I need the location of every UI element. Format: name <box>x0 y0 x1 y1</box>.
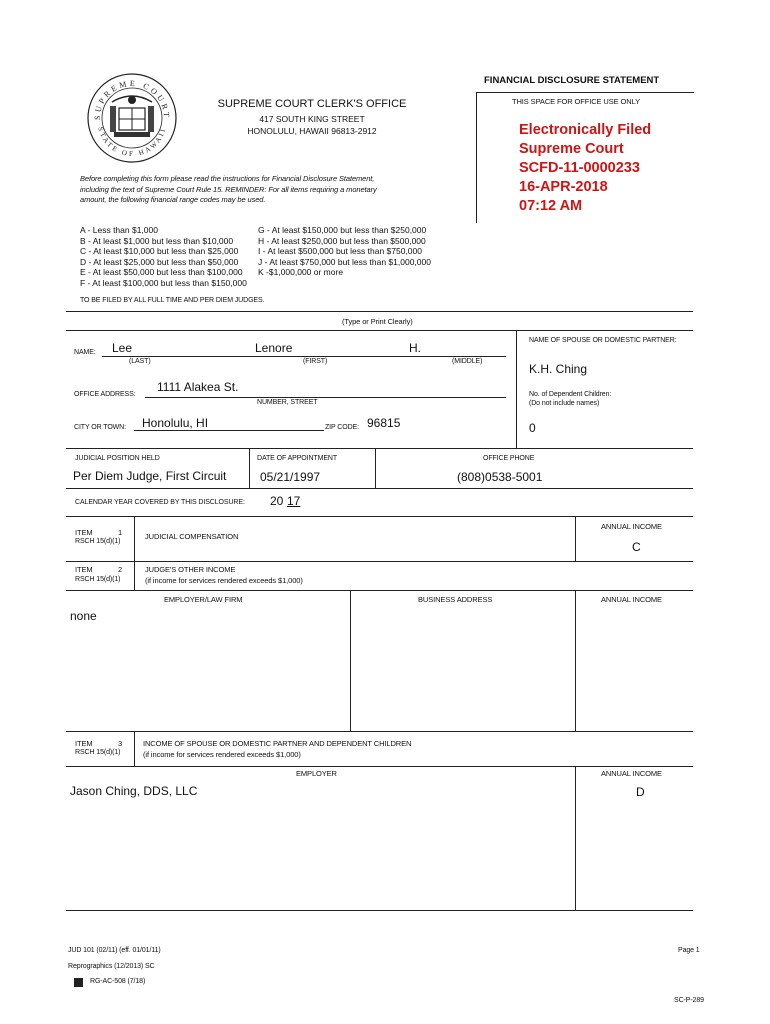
divider <box>66 731 693 732</box>
instructions-line2: including the text of Supreme Court Rule 15. REMINDER: For all items requiring a monetary <box>80 184 377 194</box>
item2-col-business: BUSINESS ADDRESS <box>418 595 493 604</box>
item2-label: ITEM <box>75 565 93 574</box>
svg-text:STATE OF HAWAII: STATE OF HAWAII <box>96 125 168 159</box>
address-underline <box>145 397 506 398</box>
dependents-value[interactable]: 0 <box>529 421 536 435</box>
first-name-value[interactable]: Lenore <box>255 341 293 355</box>
range-code: E - At least $50,000 but less than $100,000 <box>80 267 243 278</box>
number-street-caption: NUMBER, STREET <box>257 399 318 406</box>
item3-rsch: RSCH 15(d)(1) <box>75 749 121 756</box>
range-code: D - At least $25,000 but less than $50,000 <box>80 256 239 267</box>
item1-rsch: RSCH 15(d)(1) <box>75 538 121 545</box>
office-name: SUPREME COURT CLERK'S OFFICE <box>217 98 407 110</box>
item3-employer-value[interactable]: Jason Ching, DDS, LLC <box>70 784 198 798</box>
range-code: A - Less than $1,000 <box>80 225 158 235</box>
stamp-line5: 07:12 AM <box>519 198 583 214</box>
column-divider <box>375 448 376 488</box>
last-caption: (LAST) <box>129 358 151 365</box>
item3-col-income: ANNUAL INCOME <box>601 769 662 778</box>
divider <box>66 311 693 312</box>
column-divider <box>575 590 576 731</box>
middle-name-value[interactable]: H. <box>409 341 421 355</box>
office-address-line1: 417 SOUTH KING STREET <box>259 114 365 124</box>
spouse-value[interactable]: K.H. Ching <box>529 362 588 376</box>
last-name-value[interactable]: Lee <box>112 341 133 355</box>
item3-title: INCOME OF SPOUSE OR DOMESTIC PARTNER AND DEPENDENT CHILDREN <box>143 739 412 748</box>
calendar-year-value[interactable]: 17 <box>287 494 301 508</box>
dependents-label2: (Do not include names) <box>529 400 600 407</box>
dependents-label1: No. of Dependent Children: <box>529 391 612 398</box>
range-code: I - At least $500,000 but less than $750,000 <box>258 246 422 257</box>
column-divider <box>134 561 135 590</box>
office-address-value[interactable]: 1111 Alakea St. <box>157 380 239 394</box>
position-value[interactable]: Per Diem Judge, First Circuit <box>73 469 227 483</box>
phone-value[interactable]: (808)0538-5001 <box>457 470 543 484</box>
column-divider <box>575 516 576 561</box>
divider <box>66 590 693 591</box>
calendar-year-century: 20 <box>270 494 284 508</box>
divider <box>66 561 693 562</box>
office-address-label: OFFICE ADDRESS: <box>74 391 136 398</box>
range-code: G - At least $150,000 but less than $250,000 <box>258 225 427 235</box>
item2-col-income: ANNUAL INCOME <box>601 595 662 604</box>
item1-income-label: ANNUAL INCOME <box>601 522 662 531</box>
item1-label: ITEM <box>75 528 93 537</box>
item3-label: ITEM <box>75 739 93 748</box>
city-underline <box>134 430 324 431</box>
instructions <box>80 174 377 206</box>
column-divider <box>134 516 135 561</box>
item1-number: 1 <box>118 528 123 537</box>
barcode-icon <box>74 978 83 987</box>
stamp-line4: 16-APR-2018 <box>519 179 608 195</box>
name-label: NAME: <box>74 349 96 356</box>
spouse-label: NAME OF SPOUSE OR DOMESTIC PARTNER: <box>529 337 677 344</box>
office-use-label: THIS SPACE FOR OFFICE USE ONLY <box>512 97 640 106</box>
range-code: F - At least $100,000 but less than $150,000 <box>80 277 247 288</box>
item3-subtitle: (if income for services rendered exceeds $1,000) <box>143 750 301 759</box>
svg-text:SUPREME COURT: SUPREME COURT <box>92 78 172 121</box>
range-code: C - At least $10,000 but less than $25,000 <box>80 246 239 257</box>
item1-title: JUDICIAL COMPENSATION <box>145 532 239 541</box>
type-print-note: (Type or Print Clearly) <box>342 317 413 326</box>
phone-label: OFFICE PHONE <box>483 455 535 462</box>
column-divider <box>516 330 517 448</box>
column-divider <box>134 731 135 766</box>
state-seal <box>86 72 178 164</box>
calendar-year-label: CALENDAR YEAR COVERED BY THIS DISCLOSURE: <box>75 499 245 506</box>
column-divider <box>350 590 351 731</box>
filed-by-note: TO BE FILED BY ALL FULL TIME AND PER DIEM JUDGES. <box>80 297 265 304</box>
item2-rsch: RSCH 15(d)(1) <box>75 576 121 583</box>
name-underline <box>102 356 506 357</box>
item3-income-value[interactable]: D <box>636 785 645 799</box>
stamp-line2: Supreme Court <box>519 141 624 157</box>
appointment-value[interactable]: 05/21/1997 <box>260 470 321 484</box>
office-address-line2: HONOLULU, HAWAII 96813-2912 <box>247 126 377 136</box>
range-codes-left <box>80 225 247 289</box>
divider <box>66 766 693 767</box>
item3-col-employer: EMPLOYER <box>296 769 337 778</box>
first-caption: (FIRST) <box>303 358 328 365</box>
item1-income-value[interactable]: C <box>632 540 641 554</box>
range-codes-right <box>258 225 431 278</box>
range-code: H - At least $250,000 but less than $500,000 <box>258 235 426 246</box>
item2-title: JUDGE'S OTHER INCOME <box>145 565 236 574</box>
appointment-label: DATE OF APPOINTMENT <box>257 455 338 462</box>
middle-caption: (MIDDLE) <box>452 358 483 365</box>
item3-number: 3 <box>118 739 123 748</box>
item2-number: 2 <box>118 565 123 574</box>
item2-subtitle: (if income for services rendered exceeds $1,000) <box>145 576 303 585</box>
column-divider <box>575 766 576 910</box>
stamp-line1: Electronically Filed <box>519 122 652 138</box>
item2-col-employer: EMPLOYER/LAW FIRM <box>164 595 243 604</box>
range-code: B - At least $1,000 but less than $10,000 <box>80 235 234 246</box>
divider <box>66 516 693 517</box>
range-code: J - At least $750,000 but less than $1,000,000 <box>258 256 431 267</box>
position-label: JUDICIAL POSITION HELD <box>75 455 160 462</box>
instructions-line1: Before completing this form please read the instructions for Financial Disclosure Statement, <box>80 174 375 183</box>
stamp-line3: SCFD-11-0000233 <box>519 160 640 176</box>
instructions-line3: amount, the following financial range codes may be used. <box>80 195 266 204</box>
divider <box>66 910 693 911</box>
filing-stamp <box>519 121 651 216</box>
divider <box>66 488 693 489</box>
zip-label: ZIP CODE: <box>325 424 359 431</box>
city-value[interactable]: Honolulu, HI <box>142 416 209 430</box>
sc-code: SC-P-289 <box>674 997 704 1004</box>
item2-employer-value[interactable]: none <box>70 609 97 623</box>
rg-line: RG-AC-508 (7/18) <box>90 978 146 985</box>
form-number: JUD 101 (02/11) (eff. 01/01/11) <box>68 947 161 954</box>
page-number: Page 1 <box>678 947 700 954</box>
column-divider <box>249 448 250 488</box>
zip-value[interactable]: 96815 <box>367 416 401 430</box>
form-title: FINANCIAL DISCLOSURE STATEMENT <box>484 75 660 86</box>
city-label: CITY OR TOWN: <box>74 424 126 431</box>
divider <box>66 330 693 331</box>
range-code: K -$1,000,000 or more <box>258 267 344 278</box>
divider <box>66 448 693 449</box>
repro-line: Reprographics (12/2013) SC <box>68 963 155 970</box>
